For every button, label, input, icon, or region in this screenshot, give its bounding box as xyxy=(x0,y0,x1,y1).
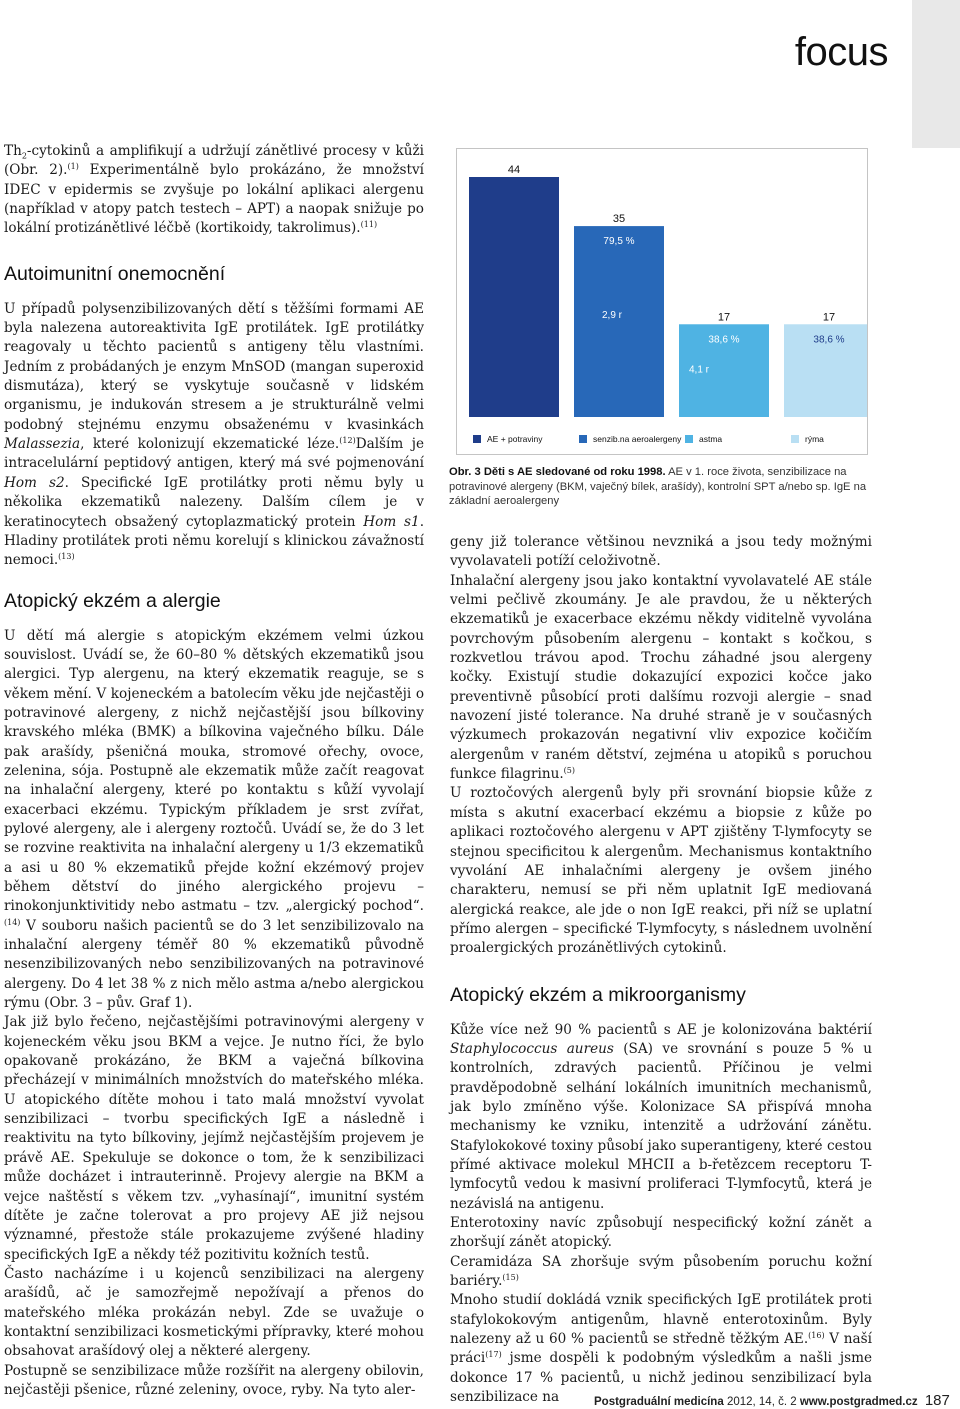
corner-tab xyxy=(912,0,960,148)
bar-percent-label: 38,6 % xyxy=(813,334,845,346)
figure-caption xyxy=(449,465,869,509)
section-title: focus xyxy=(794,30,888,74)
heading-microorganisms: Atopický ekzém a mikroorganismy xyxy=(450,983,746,1006)
legend-swatch xyxy=(579,435,587,443)
paragraph: Kůže více než 90 % pacientů s AE je kolonizována baktérií Staphylococcus aureus (SA) ve srovnání s pouze 5 % u kontrolních, zdravých pacientů. Příčinou je velmi pravděpodobně selhání lokálních imunitních mechanismů, jak bylo zmíněno výše. Kolonizace SA přispívá mnoha mechanismy ke vzniku, intenzitě a udržování zánětu. Stafylokokové toxiny působí jako superantigeny, které cestou přímé aktivace molekul MHCII a b-řetězcem receptoru T-lymfocytů vedou k masivní proliferaci T-lymfocytů, která je nezávislá na antigenu. xyxy=(450,1021,872,1212)
paragraph: U dětí má alergie s atopickým ekzémem velmi úzkou souvislost. Uvádí se, že 60–80 % dětských ekzematiků jsou alergici. Typ alergenu, na který ekzematik reaguje, se s věkem mění. V kojeneckém a batolecím věku jde nejčastěji o potravinové alergeny, z nichž nejčastější jsou bílkoviny kravského mléka (BMK) a bílkovina vaječného bílku. Dále pak arašídy, pšeničná mouka, stromové ořechy, ovoce, zelenina, sója. Postupně ale ekzematik může začít reagovat na inhalační alergeny, které po kontaktu s kůží vyvolají exacerbaci ekzému. Typickým příkladem je srst zvířat, pylové alergeny, ale i alergeny roztočů. Uvádí se, že do 3 let se rozvine reaktivita na inhalační alergeny u 1/3 ekzematiků a asi u 80 % ekzematiků přejde kožní ekzémový projev během dětství do jiného alergického projevu – rinokonjunktivitidy nebo astmatu – tzv. „alergický pochod“.$^{(14)}$ V souboru našich pacientů se do 3 let senzibilizovalo na inhalační alergeny téměř 80 % ekzematiků původně nesenzibilizovaných nebo senzibilizovaných na potravinové alergeny. Do 4 let 38 % z nich mělo astma a/nebo alergickou rýmu (Obr. 3 – pův. Graf 1). xyxy=(4,627,424,1012)
legend-label: astma xyxy=(699,434,723,444)
bar-value-label: 44 xyxy=(507,164,521,176)
legend-swatch xyxy=(791,435,799,443)
bar-value-label: 17 xyxy=(717,311,731,324)
paragraph: U roztočových alergenů byly při srovnání biopsie kůže z místa s akutní exacerbací ekzému a biopsie z kůže po aplikaci roztočového alergenu v APT zjištěny T-lymfocyty se stejnou specificitou k alergenům. Mechanismus kontaktního vyvolání AE inhalačními alergeny je ovšem jiného charakteru, nemusí se při něm uplatnit IgE mediovaná alergická reakce, ale jde o non IgE reakci, při níž se uplatní přímo alergen – specifické T-lymfocyty, s následnem uvolnění proalergických prozánětlivých cytokinů. xyxy=(450,785,872,957)
caption-label: Obr. 3 Děti s AE sledované od roku 1998. xyxy=(449,466,666,478)
bar-percent-label: 79,5 % xyxy=(603,236,635,248)
bar-percent-label: 38,6 % xyxy=(708,334,740,346)
paragraph: Jak již bylo řečeno, nejčastějšími potravinovými alergeny v kojeneckém věku jsou BKM a vejce. Je nutno říci, že bylo opakovaně prokázáno, že BKM a vaječná bílkovina přecházejí v minimálních množstvích do mateřského mléka. U atopického dítěte mohou i tato malá množství vyvolat senzibilizaci – tvorbu specifických IgE a následně i reaktivitu na tyto bílkoviny, jejímž nejčastějším projevem je právě AE. Spekuluje se dokonce o tom, že k senzibilizaci může docházet i intrauterinně. Projevy alergie na BKM a vejce naštěstí s věkem tzv. „vyhasínají“, imunitní systém dítěte je začne tolerovat a pro projevy AE již nejsou významné, přestože stále prokazujeme zvýšené hladiny specifických IgE a někdy též pozitivitu kožních testů. xyxy=(4,1014,424,1263)
bar-age-label: 2,9 r xyxy=(602,310,623,322)
paragraph: Mnoho studií dokládá vznik specifických IgE protilátek proti stafylokokovým antigenům, hlavně enterotoxinům. Byly nalezeny až u 60 % pacientů se středně těžkým AE.$^{(16)}$ V naší práci$^{(17)}$ jsme dospěli k podobným výsledkům a našli jsme dokonce 17 % pacientů, u nichž jedinou senzibilizací byla senzibilizace na xyxy=(450,1292,872,1406)
legend-label: rýma xyxy=(805,434,824,444)
paragraph: $Th_2$-cytokinů a amplifikují a udržují zánětlivé procesy v kůži (Obr. 2).$^{(1)}$ Experimentálně bylo prokázáno, že množství IDEC v epidermis se zvyšuje po lokální aplikaci alergenu (například v atopy patch testech – APT) a naopak snižuje po lokální protizánětlivé léčbě (kortikoidy, takrolimus).$^{(11)}$ xyxy=(4,143,424,237)
page-number: 187 xyxy=(924,1392,950,1409)
page-footer xyxy=(594,1392,950,1409)
legend-swatch xyxy=(685,435,693,443)
bar-chart xyxy=(456,148,868,455)
paragraph: Inhalační alergeny jsou jako kontaktní vyvolavatelé AE stále velmi pečlivě zkoumány. Je ale pravdou, že u některých ekzematiků je exacerbace ekzému někdy viditelně vyvolána povrchovým působením alergenu – kontakt s kočkou, s rozkvetlou trávou apod. Trochu záhadné jsou alergeny kočky. Existují studie dokazující expozici kočce jako preventivně působící proti dalšímu rozvoji alergie – snad navození jisté tolerance. Na druhé straně je v současných výzkumech prokazován negativní vliv expozice kočičím alergenům v raném dětství, zejména u atopiků s poruchou funkce filagrinu.$^{(5)}$ xyxy=(450,572,872,783)
paragraph: Ceramidáza SA zhoršuje svým působením poruchu kožní bariéry.$^{(15)}$ xyxy=(450,1253,872,1290)
legend-label: AE + potraviny xyxy=(487,434,543,444)
paragraph: Enterotoxiny navíc způsobují nespecifický kožní zánět a zhoršují zánět atopický. xyxy=(450,1215,872,1251)
paragraph: U případů polysenzibilizovaných dětí s těžšími formami AE byla nalezena autoreaktivita IgE protilátek. IgE protilátky reagovaly u těchto pacientů s antigeny tělu vlastními. Jedním z probádaných je enzym MnSOD (mangan superoxid dismutáza), který se vyskytuje současně v lidském organismu, je indukován stresem a je strukturálně velmi podobný stejnému enzymu obsaženému v kvasinkách Malassezia, které kolonizují ekzematické léze.$^{(12)}$Dalším je intracelulární peptidový antigen, který má své pojmenování Hom s2. Specifické IgE protilátky proti němu byly u několika ekzematiků nalezeny. Dalším cílem je v keratinocytech obsažený cytoplazmatický protein Hom s1. Hladiny protilátek proti němu korelují s klinickou závažností nemoci.$^{(13)}$ xyxy=(4,300,425,569)
journal-name: Postgraduální medicína xyxy=(594,1396,724,1408)
bar-value-label: 35 xyxy=(612,213,626,226)
paragraph: Postupně se senzibilizace může rozšířit na alergeny obilovin, nejčastěji pšenice, různé zeleniny, ovoce, ryby. Na tyto aler- xyxy=(4,1362,424,1398)
bar-age-label: 4,1 r xyxy=(689,364,710,376)
paragraph: geny již tolerance většinou nevzniká a jsou tedy možnými vyvolavateli potíží celoživotně. xyxy=(450,534,872,570)
heading-autoimmune: Autoimunitní onemocnění xyxy=(4,262,226,285)
journal-issue: 2012, 14, č. 2 xyxy=(726,1396,797,1408)
chart-svg xyxy=(457,149,867,454)
left-column xyxy=(4,142,424,1400)
journal-web: www.postgradmed.cz xyxy=(799,1396,918,1408)
legend-swatch xyxy=(473,435,481,443)
right-column xyxy=(450,533,872,1407)
bar-1 xyxy=(574,226,664,417)
legend-label: senzib.na aeroalergeny xyxy=(593,434,682,444)
paragraph: Často nacházíme i u kojenců senzibilizaci na alergeny arašídů, ač je samozřejmě nepožívají a přenos do mateřského mléka prokázán nebyl. Zde se uvažuje o kontaktní senzibilizaci kosmetickými přípravky, které mohou obsahovat arašídový olej a některé alergeny. xyxy=(4,1265,424,1360)
bar-value-label: 17 xyxy=(822,311,836,324)
heading-atopic-allergy: Atopický ekzém a alergie xyxy=(4,589,221,612)
caption-text: AE v 1. roce života, senzibilizace na potravinové alergeny (BKM, vaječný bílek, arašídy), kontrolní SPT a/nebo sp. IgE na základní aeroalergeny xyxy=(449,466,867,507)
bar-0 xyxy=(469,177,559,417)
